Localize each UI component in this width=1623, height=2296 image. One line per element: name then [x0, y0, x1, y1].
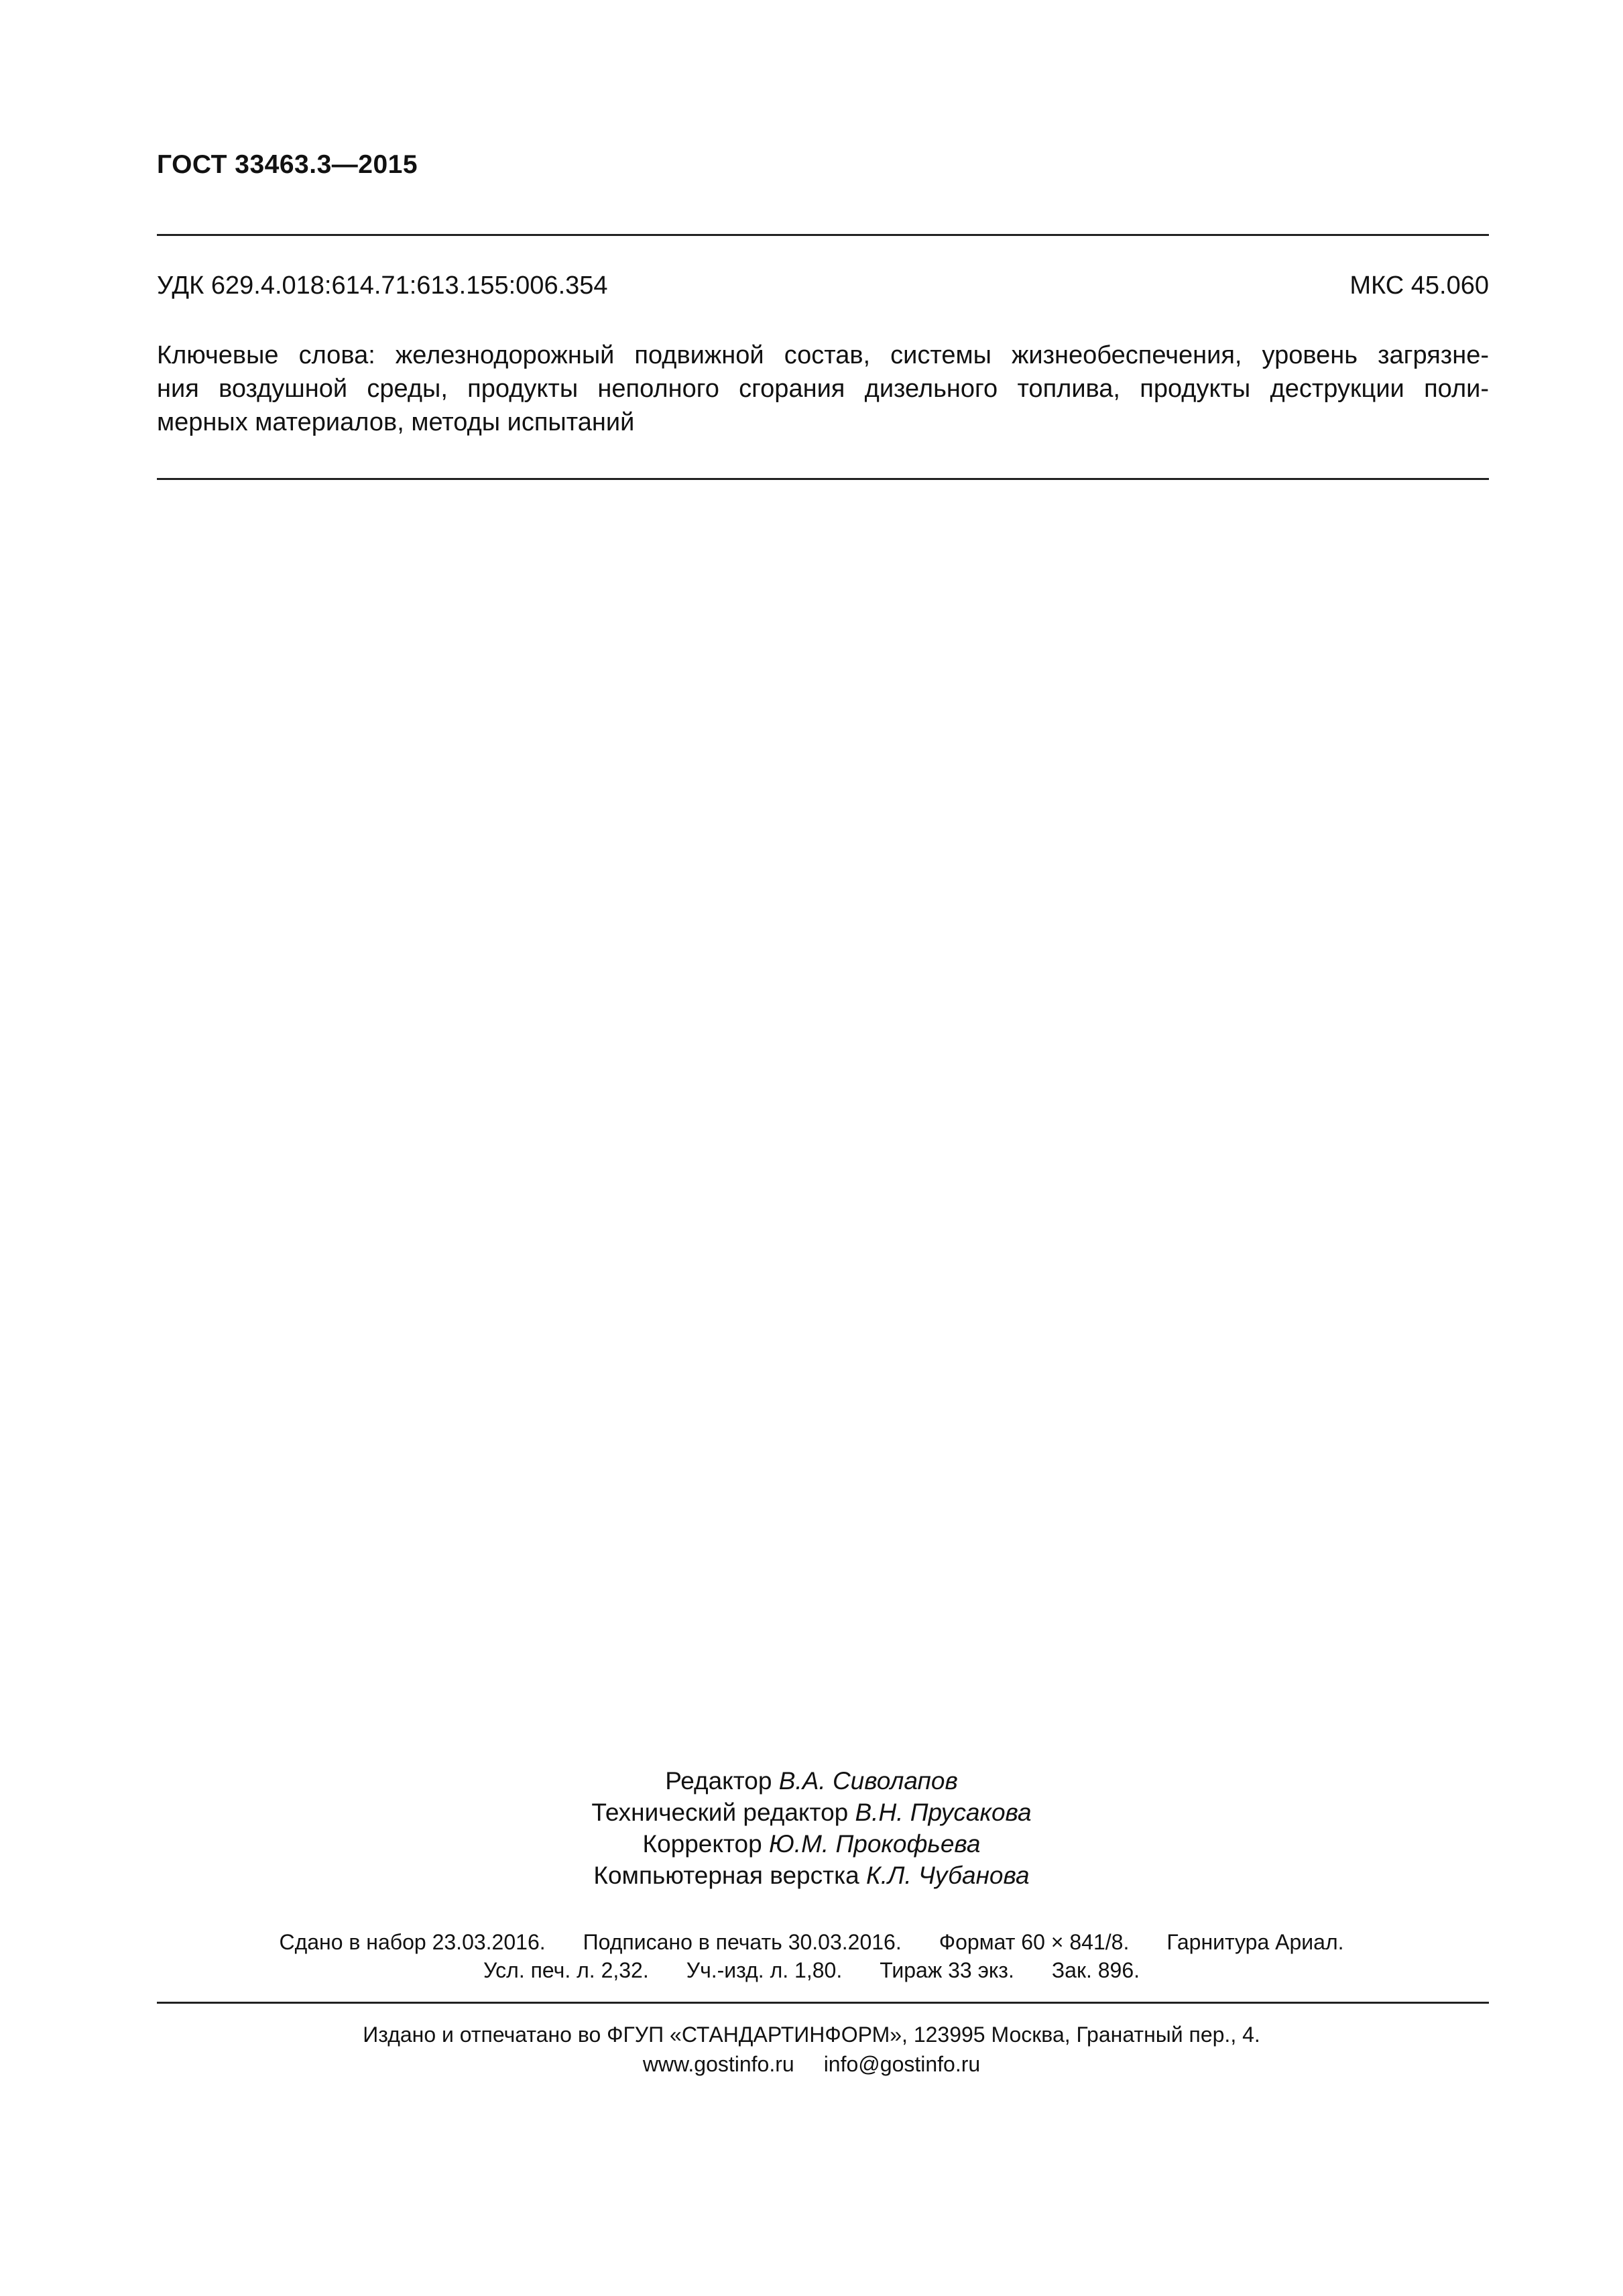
divider-publisher [157, 2002, 1489, 2004]
credit-name: К.Л. Чубанова [865, 1862, 1030, 1889]
publisher-contacts [0, 2049, 1623, 2079]
publisher-address: Издано и отпечатано во ФГУП «СТАНДАРТИНФОРМ», 123995 Москва, Гранатный пер., 4. [363, 2022, 1260, 2047]
credit-role: Корректор [642, 1830, 769, 1858]
imprint-signed-date: Подписано в печать 30.03.2016. [583, 1930, 902, 1954]
credit-technical-editor [0, 1797, 1623, 1828]
credit-role: Компьютерная верстка [593, 1862, 866, 1889]
credit-editor [0, 1765, 1623, 1797]
imprint-publisher-sheets: Уч.-изд. л. 1,80. [686, 1958, 843, 1982]
mks-code: МКС 45.060 [1349, 271, 1489, 300]
credits-block [0, 1765, 1623, 1891]
credit-layout [0, 1860, 1623, 1891]
publisher-email-link[interactable]: info@gostinfo.ru [823, 2052, 981, 2076]
imprint-format: Формат 60 × 841/8. [939, 1930, 1130, 1954]
credit-name: Ю.М. Прокофьева [768, 1830, 981, 1858]
imprint-line-2 [0, 1956, 1623, 1984]
credit-name: В.А. Сиволапов [778, 1767, 958, 1795]
keywords-line: мерных материалов, методы испытаний [157, 408, 635, 436]
document-code: ГОСТ 33463.3—2015 [157, 150, 418, 179]
keywords-line: ния воздушной среды, продукты неполного сгорания дизельного топлива, продукты деструкции поли- [157, 375, 1489, 403]
imprint-printed-sheets: Усл. печ. л. 2,32. [483, 1958, 649, 1982]
credit-role: Редактор [665, 1767, 779, 1795]
credit-name: В.Н. Прусакова [855, 1799, 1032, 1826]
imprint-line-1 [0, 1928, 1623, 1956]
imprint-typeset-date: Сдано в набор 23.03.2016. [279, 1930, 546, 1954]
imprint-order-number: Зак. 896. [1051, 1958, 1140, 1982]
keywords-paragraph [157, 339, 1489, 439]
credit-proofreader [0, 1828, 1623, 1860]
divider-top [157, 234, 1489, 236]
imprint-typeface: Гарнитура Ариал. [1166, 1930, 1344, 1954]
divider-keywords [157, 478, 1489, 480]
publisher-website-link[interactable]: www.gostinfo.ru [642, 2052, 794, 2076]
print-imprint [0, 1928, 1623, 1984]
keywords-line: Ключевые слова: железнодорожный подвижной состав, системы жизнеобеспечения, уровень загрязне- [157, 341, 1489, 369]
publisher-block [0, 2020, 1623, 2079]
imprint-print-run: Тираж 33 экз. [880, 1958, 1014, 1982]
credit-role: Технический редактор [591, 1799, 855, 1826]
udk-code: УДК 629.4.018:614.71:613.155:006.354 [157, 271, 608, 300]
